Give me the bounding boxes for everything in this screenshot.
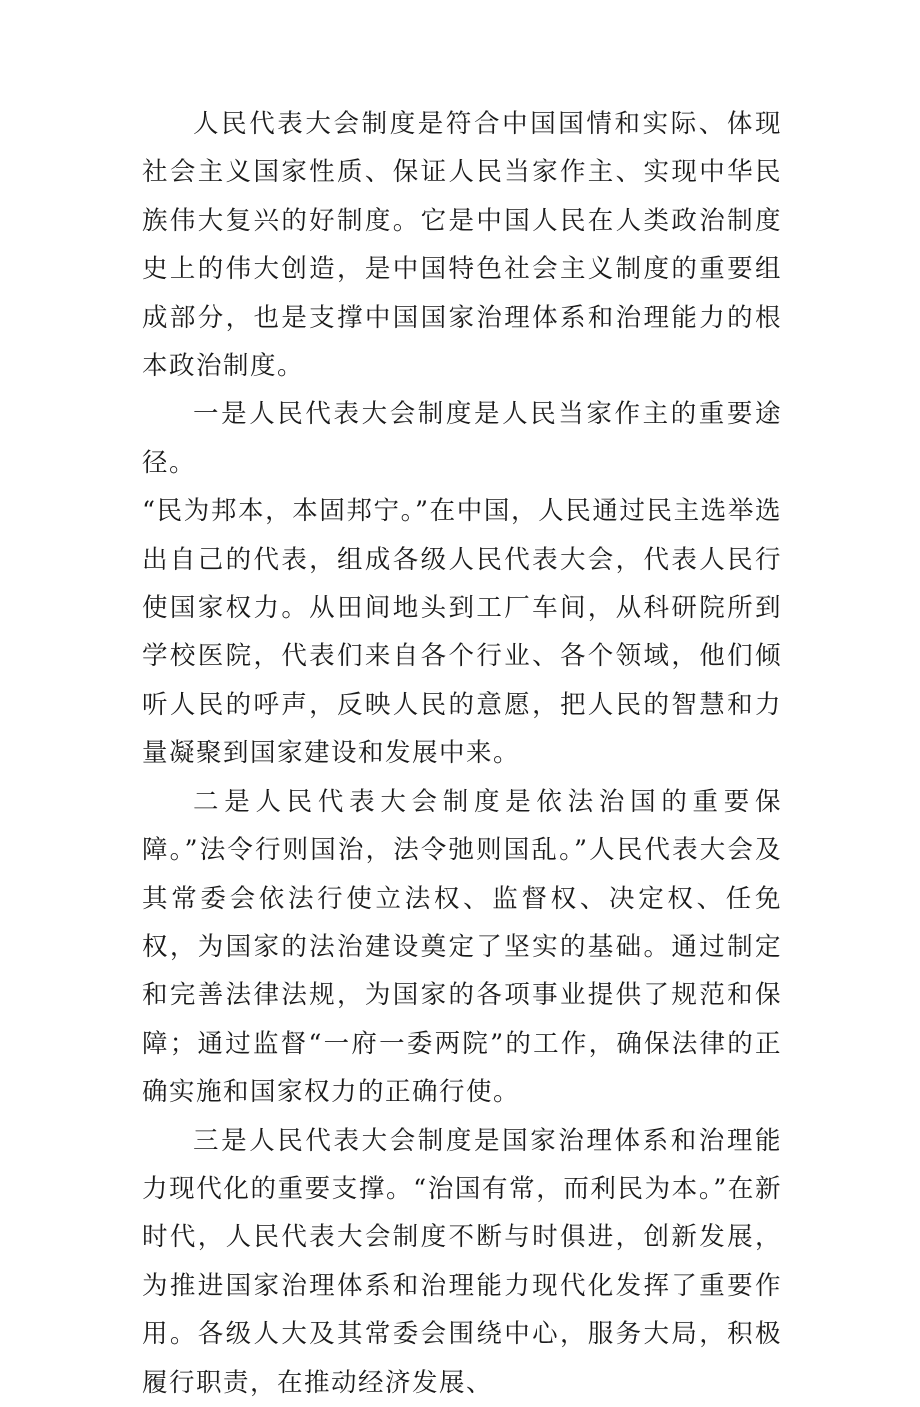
paragraph-point-one-body: “民为邦本，本固邦宁。”在中国，人民通过民主选举选出自己的代表，组成各级人民代表大会，代表人民行使国家权力。从田间地头到工厂车间，从科研院所到学校医院，代表们来自各个行业、各个领域，他们倾听人民的呼声，反映人民的意愿，把人民的智慧和力量凝聚到国家建设和发展中来。 xyxy=(142,496,782,769)
paragraph-point-three: 三是人民代表大会制度是国家治理体系和治理能力现代化的重要支撑。“治国有常，而利民为本。”在新时代，人民代表大会制度不断与时俱进，创新发展，为推进国家治理体系和治理能力现代化发挥了重要作用。各级人大及其常委会围绕中心，服务大局，积极履行职责，在推动经济发展、 xyxy=(142,1125,782,1398)
paragraph-point-two: 二是人民代表大会制度是依法治国的重要保障。”法令行则国治，法令弛则国乱。”人民代表大会及其常委会依法行使立法权、监督权、决定权、任免权，为国家的法治建设奠定了坚实的基础。通过制定和完善法律法规，为国家的各项事业提供了规范和保障；通过监督“一府一委两院”的工作，确保法律的正确实施和国家权力的正确行使。 xyxy=(142,786,782,1108)
paragraph-point-one-heading: 一是人民代表大会制度是人民当家作主的重要途径。 xyxy=(142,399,782,478)
document-body xyxy=(142,100,782,1407)
paragraph-intro: 人民代表大会制度是符合中国国情和实际、体现社会主义国家性质、保证人民当家作主、实现中华民族伟大复兴的好制度。它是中国人民在人类政治制度史上的伟大创造，是中国特色社会主义制度的重要组成部分，也是支撑中国国家治理体系和治理能力的根本政治制度。 xyxy=(142,109,782,382)
